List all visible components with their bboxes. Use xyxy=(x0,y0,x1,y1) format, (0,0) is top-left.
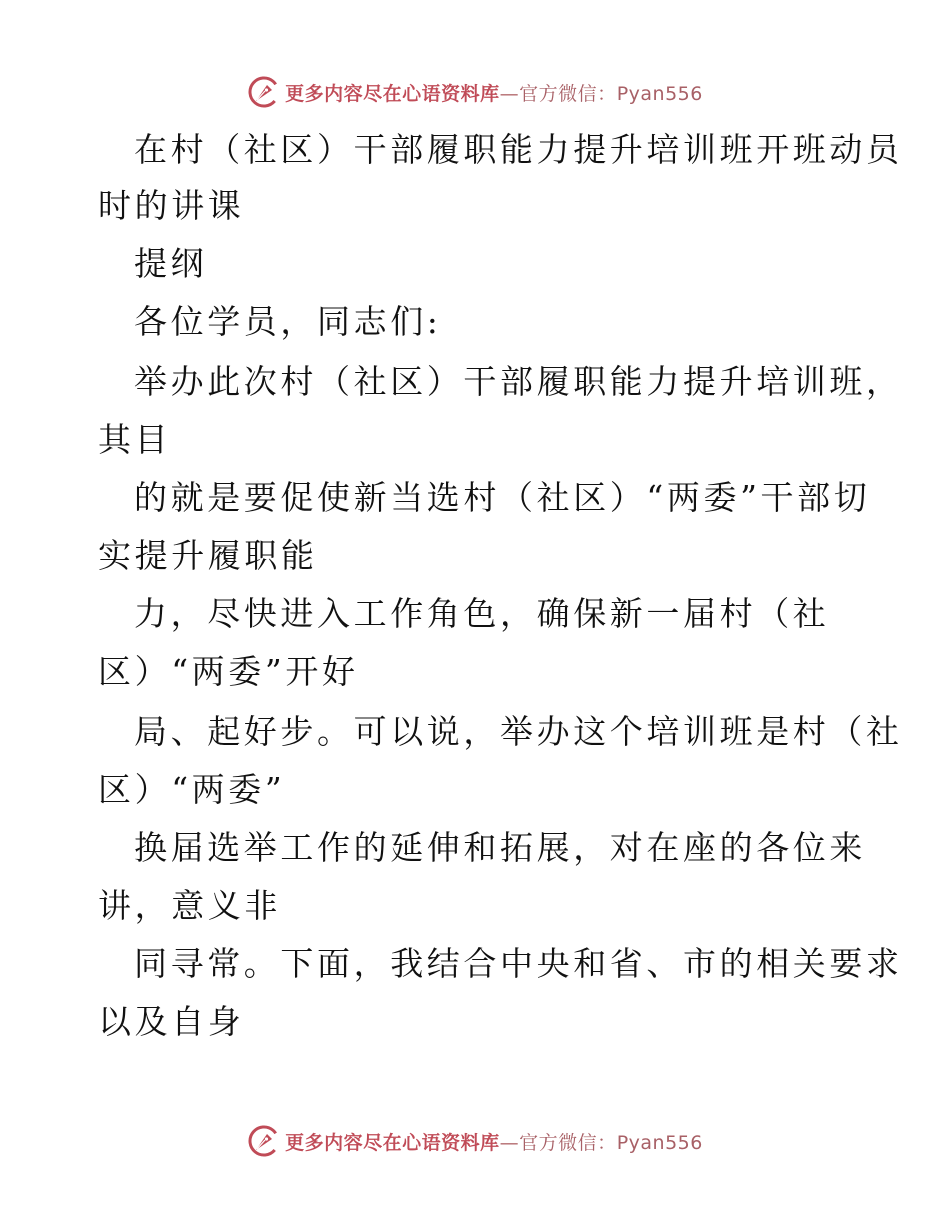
watermark-wechat-label: 官方微信： xyxy=(519,82,617,105)
pen-nib-logo-icon xyxy=(247,1124,281,1158)
footer-watermark xyxy=(0,1121,950,1161)
body-line-16: 以及自身 xyxy=(98,1002,245,1041)
header-watermark xyxy=(0,72,950,112)
watermark-text xyxy=(285,1128,703,1155)
body-line-2: 时的讲课 xyxy=(98,186,245,225)
watermark-wechat-id: Pyan556 xyxy=(616,82,703,105)
body-line-7: 的就是要促使新当选村（社区）“两委”干部切 xyxy=(134,478,871,517)
watermark-dash: — xyxy=(499,82,520,105)
body-line-10: 区）“两委”开好 xyxy=(98,652,359,691)
pen-nib-logo-icon xyxy=(247,75,281,109)
watermark-dash: — xyxy=(499,1131,520,1154)
body-line-13: 换届选举工作的延伸和拓展，对在座的各位来 xyxy=(134,828,866,867)
body-line-15: 同寻常。下面，我结合中央和省、市的相关要求 xyxy=(134,944,903,983)
body-line-9: 力，尽快进入工作角色，确保新一届村（社 xyxy=(134,594,830,633)
body-line-1: 在村（社区）干部履职能力提升培训班开班动员 xyxy=(134,130,903,169)
watermark-text xyxy=(285,79,703,106)
watermark-title: 更多内容尽在心语资料库 xyxy=(285,82,500,105)
body-line-5: 举办此次村（社区）干部履职能力提升培训班， xyxy=(134,362,903,401)
body-line-12: 区）“两委” xyxy=(98,770,286,809)
watermark-wechat-id: Pyan556 xyxy=(616,1131,703,1154)
body-line-4: 各位学员，同志们: xyxy=(134,302,442,341)
footer-watermark-inner xyxy=(247,1124,703,1158)
body-line-6: 其目 xyxy=(98,420,172,459)
body-line-8: 实提升履职能 xyxy=(98,536,318,575)
body-line-11: 局、起好步。可以说，举办这个培训班是村（社 xyxy=(134,712,903,751)
body-line-14: 讲，意义非 xyxy=(98,886,281,925)
header-watermark-inner xyxy=(247,75,703,109)
watermark-wechat-label: 官方微信： xyxy=(519,1131,617,1154)
body-line-3: 提纲 xyxy=(134,244,208,283)
watermark-title: 更多内容尽在心语资料库 xyxy=(285,1131,500,1154)
